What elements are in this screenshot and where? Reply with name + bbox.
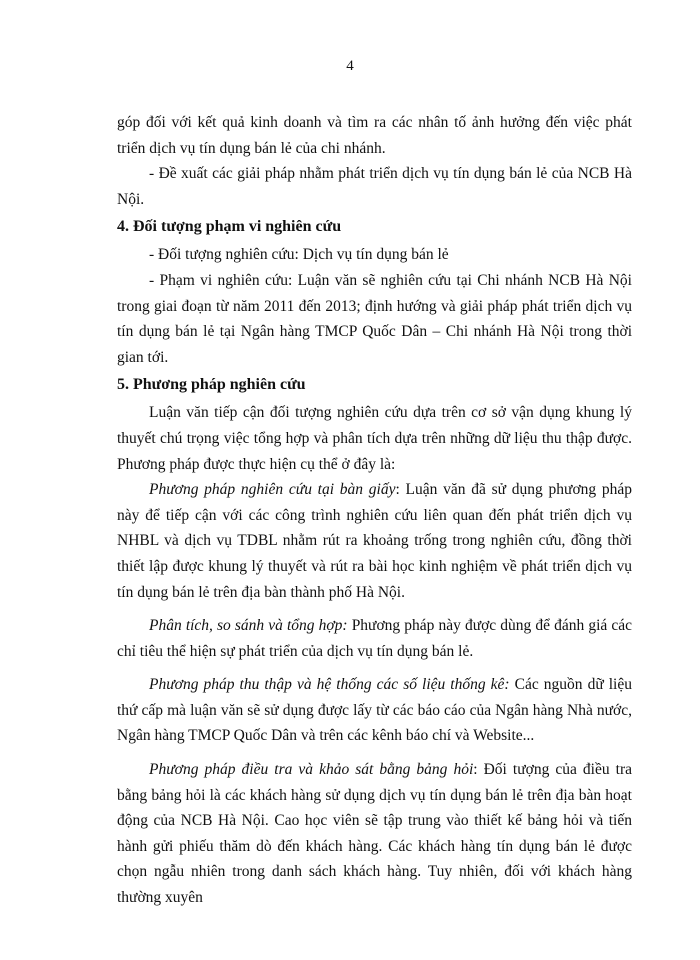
page-number: 4 (346, 58, 354, 74)
label-data-collection: Phương pháp thu thập và hệ thống các số liệu thống kê: (149, 676, 510, 694)
label-analysis: Phân tích, so sánh và tổng hợp: (149, 617, 348, 635)
paragraph-data-collection (117, 672, 632, 749)
label-desk-research: Phương pháp nghiên cứu tại bàn giấy (149, 481, 396, 499)
text-data-collection: Các nguồn dữ liệu thứ cấp mà luận văn sẽ sử dụng được lấy từ các báo cáo của Ngân hàng Nhà nước, Ngân hàng TMCP Quốc Dân và trên các kênh báo chí và Website... (117, 676, 632, 745)
paragraph-research-subject: - Đối tượng nghiên cứu: Dịch vụ tín dụng bán lẻ (149, 246, 449, 264)
text-analysis: Phương pháp này được dùng để đánh giá các chỉ tiêu thể hiện sự phát triển của dịch vụ tín dụng bán lẻ. (117, 617, 632, 660)
text-desk-research: : Luận văn đã sử dụng phương pháp này để tiếp cận với các công trình nghiên cứu liên quan đến phát triển dịch vụ NHBL và dịch vụ TDBL nhằm rút ra khoảng trống trong nghiên cứu, đồng thời thiết lập được khung lý thuyết và rút ra bài học kinh nghiệm về phát triển dịch vụ tín dụng bán lẻ trên địa bàn thành phố Hà Nội. (117, 481, 633, 601)
page-body (117, 110, 632, 911)
heading-research-subject-scope: 4. Đối tượng phạm vi nghiên cứu (117, 218, 342, 236)
paragraph-methods-intro: Luận văn tiếp cận đối tượng nghiên cứu dựa trên cơ sở vận dụng khung lý thuyết chú trọng việc tổng hợp và phân tích dựa trên những dữ liệu thu thập được. Phương pháp được thực hiện cụ thể ở đây là: (117, 404, 632, 473)
label-survey: Phương pháp điều tra và khảo sát bằng bảng hỏi (149, 761, 474, 779)
paragraph-analysis (117, 613, 632, 664)
paragraph-research-scope: - Phạm vi nghiên cứu: Luận văn sẽ nghiên cứu tại Chi nhánh NCB Hà Nội trong giai đoạn từ năm 2011 đến 2013; định hướng và giải pháp phát triển dịch vụ tín dụng bán lẻ tại Ngân hàng TMCP Quốc Dân – Chi nhánh Hà Nội trong thời gian tới. (117, 271, 632, 366)
paragraph-desk-research (117, 477, 632, 605)
paragraph-proposal: - Đề xuất các giải pháp nhằm phát triển dịch vụ tín dụng bán lẻ của NCB Hà Nội. (117, 165, 632, 208)
paragraph-continuation: góp đối với kết quả kinh doanh và tìm ra các nhân tố ảnh hưởng đến việc phát triển dịch vụ tín dụng bán lẻ của chi nhánh. (117, 114, 632, 157)
heading-research-methods: 5. Phương pháp nghiên cứu (117, 376, 306, 394)
text-survey: : Đối tượng của điều tra bằng bảng hỏi là các khách hàng sử dụng dịch vụ tín dụng bán lẻ trên địa bàn hoạt động của NCB Hà Nội. Cao học viên sẽ tập trung vào thiết kế bảng hỏi và tiến hành gửi phiếu thăm dò đến khách hàng. Các khách hàng tín dụng bán lẻ được chọn ngẫu nhiên trong danh sách khách hàng. Tuy nhiên, đối với khách hàng thường xuyên (117, 761, 632, 907)
paragraph-survey (117, 757, 632, 911)
